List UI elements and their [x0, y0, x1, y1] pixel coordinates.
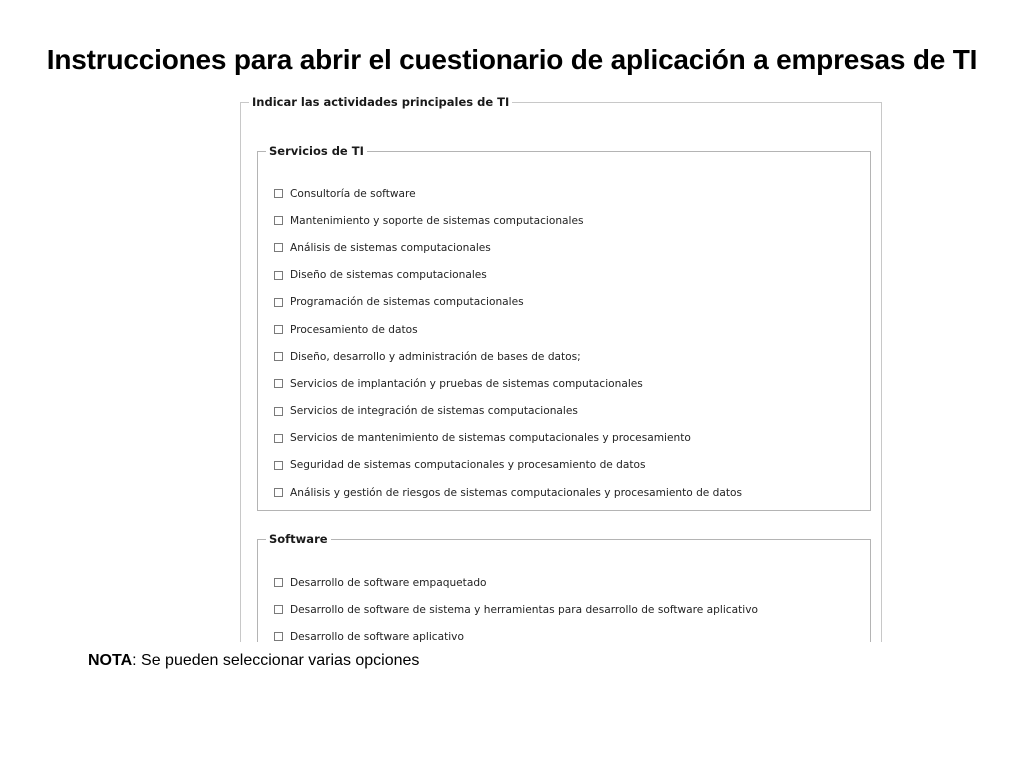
checkbox[interactable] — [274, 578, 283, 587]
checkbox[interactable] — [274, 488, 283, 497]
option-label: Desarrollo de software empaquetado — [290, 576, 487, 589]
option-analisis-sistemas[interactable] — [274, 234, 862, 261]
option-seguridad-sistemas[interactable] — [274, 452, 862, 479]
option-consultoria-software[interactable] — [274, 180, 862, 207]
checkbox[interactable] — [274, 434, 283, 443]
option-label: Seguridad de sistemas computacionales y procesamiento de datos — [290, 459, 646, 472]
option-label: Análisis y gestión de riesgos de sistemas computacionales y procesamiento de datos — [290, 486, 743, 499]
checkbox[interactable] — [274, 352, 283, 361]
checkbox[interactable] — [274, 632, 283, 641]
checkbox[interactable] — [274, 407, 283, 416]
checkbox[interactable] — [274, 189, 283, 198]
checkbox[interactable] — [274, 605, 283, 614]
option-software-empaquetado[interactable] — [274, 569, 862, 596]
option-label: Análisis de sistemas computacionales — [290, 241, 491, 254]
option-diseno-sistemas[interactable] — [274, 262, 862, 289]
services-legend: Servicios de TI — [269, 144, 364, 158]
option-label: Programación de sistemas computacionales — [290, 296, 524, 309]
form-screenshot — [238, 88, 884, 642]
checkbox[interactable] — [274, 461, 283, 470]
slide-title: Instrucciones para abrir el cuestionario de aplicación a empresas de TI — [46, 44, 978, 75]
option-label: Procesamiento de datos — [290, 323, 418, 336]
option-label: Servicios de mantenimiento de sistemas computacionales y procesamiento — [290, 432, 691, 445]
activities-fieldset — [240, 95, 882, 642]
option-label: Mantenimiento y soporte de sistemas computacionales — [290, 214, 584, 227]
checkbox[interactable] — [274, 298, 283, 307]
software-fieldset — [257, 532, 871, 642]
option-implantacion-pruebas[interactable] — [274, 370, 862, 397]
checkbox[interactable] — [274, 271, 283, 280]
option-label: Diseño de sistemas computacionales — [290, 269, 487, 282]
option-label: Desarrollo de software de sistema y herramientas para desarrollo de software aplicativo — [290, 603, 758, 616]
software-legend: Software — [269, 532, 328, 546]
option-label: Consultoría de software — [290, 187, 416, 200]
checkbox[interactable] — [274, 379, 283, 388]
option-software-sistema-herramientas[interactable] — [274, 596, 862, 623]
option-mantenimiento-soporte[interactable] — [274, 207, 862, 234]
checkbox[interactable] — [274, 243, 283, 252]
option-label: Servicios de integración de sistemas computacionales — [290, 405, 578, 418]
activities-legend: Indicar las actividades principales de TI — [252, 95, 510, 109]
option-analisis-riesgos[interactable] — [274, 479, 862, 506]
option-label: Desarrollo de software aplicativo — [290, 630, 464, 642]
note-text: : Se pueden seleccionar varias opciones — [132, 652, 420, 669]
option-mantenimiento-procesamiento[interactable] — [274, 425, 862, 452]
checkbox[interactable] — [274, 216, 283, 225]
option-label: Diseño, desarrollo y administración de bases de datos; — [290, 350, 581, 363]
option-programacion-sistemas[interactable] — [274, 289, 862, 316]
note-label: NOTA — [88, 652, 133, 669]
option-bases-de-datos[interactable] — [274, 343, 862, 370]
option-label: Servicios de implantación y pruebas de sistemas computacionales — [290, 377, 643, 390]
checkbox[interactable] — [274, 325, 283, 334]
option-procesamiento-datos[interactable] — [274, 316, 862, 343]
services-fieldset — [257, 144, 871, 511]
option-integracion-sistemas[interactable] — [274, 398, 862, 425]
option-software-aplicativo[interactable] — [274, 623, 862, 642]
note — [88, 650, 419, 672]
